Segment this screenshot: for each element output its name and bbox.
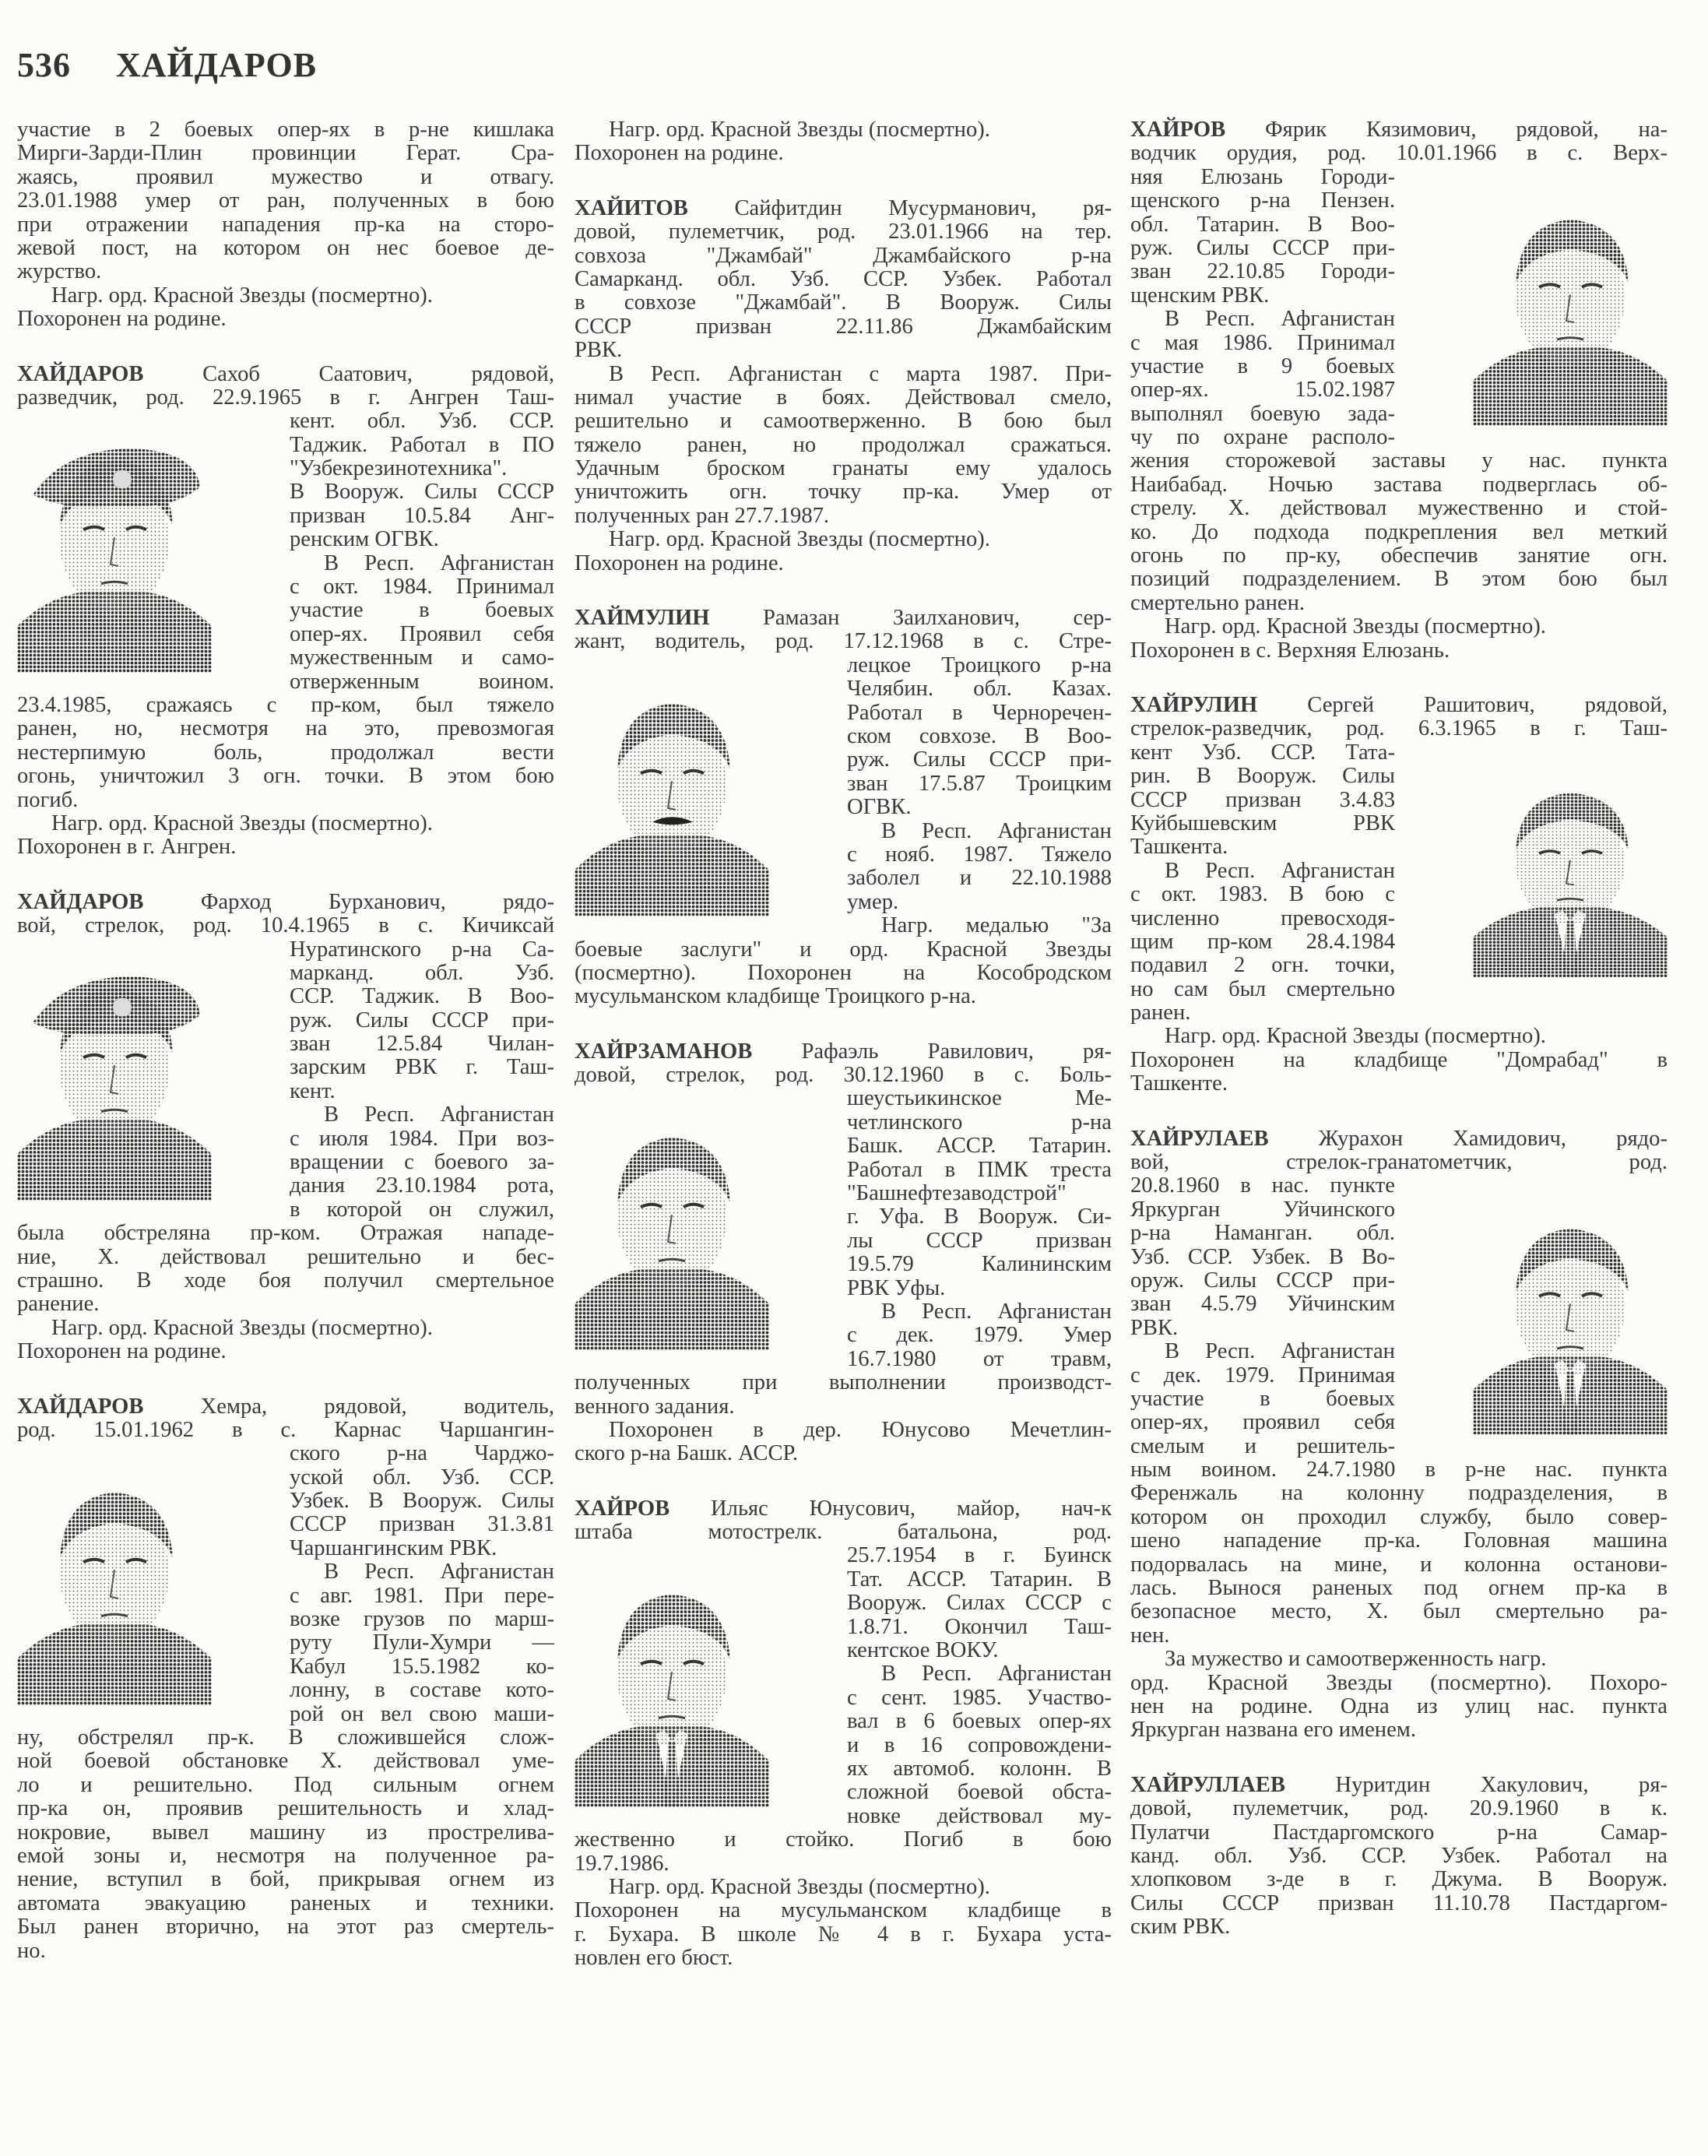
award-burial-line: Нагр. орд. Красной Звезды (посмертно). [609, 1874, 990, 1899]
text-line: шеустьикинское Ме- [847, 1086, 1112, 1111]
continued-entry [575, 118, 1112, 166]
text-line: ной боевой обстановке Х. действовал уме- [17, 1749, 554, 1774]
column-1 [17, 118, 554, 1994]
text-line: Силы СССР призван 11.10.78 Пастдаргом- [1130, 1890, 1668, 1915]
award-burial-line: Похоронен на родине. [575, 550, 784, 575]
award-burial-line: ского р-на Башк. АССР. [575, 1441, 799, 1466]
text-line: боевые заслуги" и орд. Красной Звезды [575, 937, 1112, 962]
text-line: пр-ка он, проявив решительность и хлад- [17, 1796, 554, 1821]
award-burial-line: Ташкенте. [1130, 1071, 1228, 1096]
text-line: зарским РВК г. Таш- [290, 1055, 554, 1080]
text-line: Нагр. орд. Красной Звезды (посмертно). [609, 118, 990, 142]
award-burial-line: Нагр. орд. Красной Звезды (посмертно). [51, 1315, 433, 1340]
award-burial-line: Нагр. орд. Красной Звезды (посмертно). [1165, 1024, 1546, 1049]
text-line: 23.01.1988 умер от ран, полученных в бою [17, 188, 554, 213]
text-line: жения сторожевой заставы у нас. пункта [1130, 448, 1668, 473]
text-line: огонь по пр-ку, обеспечив занятие огн. [1130, 543, 1668, 568]
text-line: Работал в ПМК треста [847, 1157, 1112, 1182]
text-line: 25.7.1954 в г. Буинск [847, 1543, 1112, 1568]
text-line: и в 16 сопровождени- [847, 1732, 1112, 1757]
text-line: с мая 1986. Принимал [1130, 330, 1395, 355]
text-line: 19.5.79 Калининским [847, 1252, 1112, 1277]
text-line: руж. Силы СССР при- [290, 1008, 554, 1032]
text-line: оруж. Силы СССР при- [1130, 1268, 1395, 1293]
text-line: Работал в Черноречен- [847, 700, 1112, 725]
text-line: новке действовал му- [847, 1803, 1112, 1828]
text-line: 16.7.1980 от травм, [847, 1346, 1112, 1371]
entry-heading-line [17, 1395, 554, 1419]
text-line: автомата эвакуацию раненых и техники. [17, 1890, 554, 1915]
column-3 [1130, 118, 1668, 1971]
text-line: призван 10.5.84 Анг- [290, 503, 554, 528]
text-beside-photo [290, 938, 554, 1222]
text-line: уничтожить огн. точку пр-ка. Умер от [575, 480, 1112, 505]
portrait-photo-cap [17, 441, 212, 673]
text-line: тяжело ранен, но продолжал сражаться. [575, 432, 1112, 457]
award-burial-line: новлен его бюст. [575, 1946, 733, 1971]
text-line: лецкое Троицкого р-на [847, 652, 1112, 677]
text-line: с сент. 1985. Участво- [847, 1685, 1112, 1710]
text-line: Похоронен на родине. [575, 141, 784, 166]
text-line: ОГВК. [847, 795, 912, 820]
entry-heading-line [575, 1497, 1112, 1521]
award-burial-line: Похоронен на мусульманском кладбище в [575, 1898, 1112, 1923]
text-line: щенским РВК. [1130, 283, 1270, 308]
entry-surname: ХАЙРЗАМАНОВ [575, 1039, 753, 1064]
portrait-photo-suit [1473, 776, 1668, 977]
text-line: зван 4.5.79 Уйчинским [1130, 1292, 1395, 1317]
text-line: позиций подразделением. В этом бою был [1130, 567, 1668, 592]
text-line: В Респ. Афганистан [881, 818, 1112, 843]
biography-entry [1130, 694, 1668, 1096]
text-line: обл. Татарин. В Воо- [1130, 212, 1395, 237]
text-line: кент Узб. ССР. Тата- [1130, 740, 1395, 765]
entry-heading-line [575, 1040, 1112, 1064]
portrait-photo-suit [575, 1575, 769, 1807]
text-line: Ференжаль на колонну подразделения, в [1130, 1481, 1668, 1506]
entry-surname: ХАЙРУЛЛАЕВ [1130, 1772, 1285, 1797]
text-line: с нояб. 1987. Тяжело [847, 842, 1112, 867]
text-line: Чаршангинским РВК. [290, 1535, 497, 1560]
entry-name-details: Сахоб Саатович, рядовой, [143, 361, 554, 386]
text-line: была обстреляна пр-ком. Отражая нападе- [17, 1221, 554, 1246]
text-line: Похоронен на родине. [17, 307, 227, 332]
text-line: в совхозе "Джамбай". В Вооруж. Силы [575, 290, 1112, 315]
entry-name-details: Фярик Кязимович, рядовой, на- [1225, 118, 1668, 142]
entry-heading-line [1130, 1127, 1668, 1151]
biography-entry [575, 1040, 1112, 1466]
entry-name-details: Сайфитдин Мусурманович, ря- [687, 195, 1112, 220]
text-line: ну, обстрелял пр-к. В сложившейся слож- [17, 1725, 554, 1750]
biography-entry [1130, 118, 1668, 663]
text-line: хлопковом з-де в г. Джума. В Вооруж. [1130, 1867, 1668, 1892]
text-line: решительно и самоотверженно. В бою был [575, 409, 1112, 434]
text-line: В Респ. Афганистан [324, 550, 554, 575]
text-beside-photo [1130, 1174, 1395, 1458]
biography-entry [17, 891, 554, 1364]
text-line: дания 23.10.1984 рота, [290, 1173, 554, 1198]
text-line: сложной боевой обста- [847, 1780, 1112, 1805]
text-line: руж. Силы СССР при- [1130, 235, 1395, 260]
award-burial-line: Похоронен на кладбище "Домрабад" в [1130, 1047, 1668, 1072]
text-line: "Узбекрезинотехника". [290, 456, 508, 481]
text-line: смелым и решитель- [1130, 1433, 1395, 1458]
text-line: кент. [290, 1078, 336, 1103]
text-line: стрелок-разведчик, род. 6.3.1965 в г. Таш- [1130, 716, 1668, 741]
text-line: В Респ. Афганистан [1165, 307, 1395, 332]
text-line: опер-ях. Проявил себя [290, 621, 554, 646]
text-line: ском совхозе. В Воо- [847, 723, 1112, 748]
entry-surname: ХАЙДАРОВ [17, 1394, 144, 1419]
text-line: участие в 9 боевых [1130, 353, 1395, 378]
text-line: с окт. 1984. Принимал [290, 575, 554, 600]
text-line: полученных ран 27.7.1987. [575, 503, 830, 528]
text-line: мужественным и само- [290, 645, 554, 670]
entry-heading-line [1130, 118, 1668, 142]
text-line: В Респ. Афганистан [881, 1299, 1112, 1324]
text-beside-photo [290, 1442, 554, 1726]
text-line: жант, водитель, род. 17.12.1968 в с. Стре- [575, 629, 1112, 654]
text-beside-photo [847, 1544, 1112, 1828]
text-line: ранен, но, несмотря на это, превозмогая [17, 716, 554, 741]
text-line: нестерпимую боль, продолжал вести [17, 740, 554, 765]
text-line: смертельно ранен. [1130, 590, 1306, 615]
entry-surname: ХАЙДАРОВ [17, 889, 144, 914]
text-line: вращении с боевого за- [290, 1150, 554, 1175]
text-line: возке грузов по марш- [290, 1607, 554, 1632]
text-beside-photo [847, 1087, 1112, 1371]
text-line: вой, стрелок-гранатометчик, род. [1130, 1150, 1668, 1175]
award-burial-line: Нагр. орд. Красной Звезды (посмертно). [609, 527, 990, 552]
entry-heading-line [1130, 694, 1668, 717]
text-line: ренским ОГВК. [290, 527, 439, 552]
text-line: штаба мотострелк. батальона, род. [575, 1520, 1112, 1545]
text-line: выполнял боевую зада- [1130, 401, 1395, 426]
text-line: няя Елюзань Городи- [1130, 164, 1395, 189]
text-line: нокровие, вывел машину из простреливa- [17, 1820, 554, 1845]
entry-name-details: Рафаэль Равилович, ря- [752, 1039, 1112, 1064]
text-line: Нуратинского р-на Са- [290, 937, 554, 962]
text-line: подорвалась на мине, и колонна останови- [1130, 1552, 1668, 1577]
award-burial-line: орд. Красной Звезды (посмертно). Похоро- [1130, 1670, 1668, 1695]
biography-entry [1130, 1127, 1668, 1743]
column-2 [575, 118, 1112, 2002]
biography-entry [17, 363, 554, 860]
text-line: заболел и 22.10.1988 [847, 866, 1112, 891]
text-line: Яркурган Уйчинского [1130, 1197, 1395, 1222]
text-line: Ташкента. [1130, 835, 1228, 860]
text-line: РВК. [1130, 1315, 1179, 1340]
text-line: вой, стрелок, род. 10.4.1965 в с. Кичиксай [17, 913, 554, 938]
text-line: г. Уфа. В Вооруж. Си- [847, 1205, 1112, 1229]
text-line: водчик орудия, род. 10.01.1966 в с. Верх- [1130, 141, 1668, 166]
text-line: разведчик, род. 22.9.1965 в г. Ангрен Таш- [17, 385, 554, 410]
portrait-photo [575, 1118, 769, 1350]
biography-entry [17, 1395, 554, 1963]
biography-entry [575, 1497, 1112, 1971]
text-line: с дек. 1979. Принимая [1130, 1363, 1395, 1388]
text-line: рин. В Вооруж. Силы [1130, 764, 1395, 789]
text-line: 1.8.71. Окончил Таш- [847, 1614, 1112, 1639]
text-line: В Респ. Афганистан [324, 1560, 554, 1584]
text-line: венного задания. [575, 1394, 735, 1419]
text-line: ранение. [17, 1292, 100, 1317]
text-line: зван 22.10.85 Городи- [1130, 259, 1395, 284]
award-burial-line: г. Бухара. В школе № 4 в г. Бухара уста- [575, 1922, 1112, 1947]
portrait-photo-mustache [575, 684, 769, 916]
text-line: довой, пулеметчик, род. 23.01.1966 на тер. [575, 220, 1112, 244]
text-line: котором он проходил службу, было совер- [1130, 1504, 1668, 1529]
text-beside-photo [290, 410, 554, 694]
text-line: 23.4.1985, сражаясь с пр-ком, был тяжело [17, 692, 554, 717]
text-line: Таджик. Работал в ПО [290, 432, 554, 457]
text-line: ко. До подхода подкрепления вел меткий [1130, 519, 1668, 544]
text-line: кентское ВОКУ. [847, 1638, 999, 1663]
text-line: ранен. [1130, 1001, 1191, 1025]
text-line: РВК Уфы. [847, 1275, 946, 1300]
entry-surname: ХАЙДАРОВ [17, 361, 144, 386]
entry-surname: ХАЙИТОВ [575, 195, 688, 220]
text-line: жественно и стойко. Погиб в бою [575, 1827, 1112, 1852]
text-beside-photo [847, 654, 1112, 938]
entry-name-details: Ильяс Юнусович, майор, нач-к [669, 1496, 1112, 1521]
entry-name-details: Хемра, рядовой, водитель, [143, 1394, 554, 1419]
text-line: чу по охране располо- [1130, 425, 1395, 450]
award-burial-line: Нагр. орд. Красной Звезды (посмертно). [51, 811, 433, 835]
text-line: Узбек. В Вооруж. Силы [290, 1489, 554, 1514]
text-line: но. [17, 1938, 46, 1963]
page-header [17, 45, 317, 85]
text-line: нимал участие в боях. Действовал смело, [575, 385, 1112, 410]
text-line: Удачным броском гранаты ему удалось [575, 456, 1112, 481]
award-burial-line: Нагр. орд. Красной Звезды (посмертно). [1165, 614, 1546, 639]
entry-name-details: Журахон Хамидович, рядо- [1268, 1126, 1668, 1151]
text-line: лась. Вынося раненых под огнем пр-ка в [1130, 1576, 1668, 1601]
text-line: в которой он служил, [290, 1197, 554, 1222]
running-title: ХАЙДАРОВ [116, 46, 318, 84]
page-number: 536 [17, 46, 71, 84]
award-burial-line: нен на родине. Одна из улиц нас. пункта [1130, 1694, 1668, 1718]
text-line: В Респ. Афганистан [324, 1103, 554, 1127]
text-line: (посмертно). Похоронен на Кособродском [575, 960, 1112, 985]
text-line: ях автомоб. колонн. В [847, 1757, 1112, 1781]
award-burial-line: Похоронен на родине. [17, 1339, 227, 1364]
portrait-photo [1473, 201, 1668, 426]
text-line: огонь, уничтожил 3 огн. точки. В этом бою [17, 764, 554, 789]
text-line: СССР призван 22.11.86 Джамбайским [575, 314, 1112, 339]
text-line: Наибабад. Ночью застава подверглась об- [1130, 472, 1668, 497]
text-line: подавил 2 огн. точки, [1130, 953, 1395, 978]
text-line: нен. [1130, 1623, 1170, 1648]
text-line: кент. обл. Узб. ССР. [290, 409, 554, 434]
text-line: РВК. [575, 338, 623, 363]
text-line: страшно. В ходе боя получил смертельное [17, 1268, 554, 1293]
text-line: щим пр-ком 28.4.1984 [1130, 929, 1395, 954]
entry-name-details: Сергей Рашитович, рядовой, [1257, 692, 1668, 717]
portrait-photo-suit [1473, 1210, 1668, 1435]
text-line: довой, пулеметчик, род. 20.9.1960 в к. [1130, 1796, 1668, 1821]
text-line: нение, вступил в бой, прикрывая огнем из [17, 1867, 554, 1892]
text-line: жевой пост, на котором он нес боевое де- [17, 235, 554, 260]
text-line: ским РВК. [1130, 1915, 1231, 1940]
text-line: с окт. 1983. В бою с [1130, 882, 1395, 907]
award-burial-line: За мужество и самоотверженность нагр. [1165, 1647, 1547, 1672]
entry-surname: ХАЙРУЛИН [1130, 692, 1258, 717]
text-line: опер-ях. 15.02.1987 [1130, 378, 1395, 403]
text-line: ССР. Таджик. В Воо- [290, 984, 554, 1009]
text-line: стрелу. Х. действовал мужественно и стой- [1130, 496, 1668, 521]
text-line: ным воином. 24.7.1980 в р-не нас. пункта [1130, 1458, 1668, 1482]
text-line: ского р-на Чарджо- [290, 1441, 554, 1466]
text-line: Челябин. обл. Казах. [847, 677, 1112, 702]
text-line: В Респ. Афганистан с марта 1987. При- [609, 361, 1112, 386]
text-line: зван 12.5.84 Чилан- [290, 1032, 554, 1057]
entry-name-details: Рамазан Заилханович, сер- [709, 606, 1112, 631]
entry-heading-line [575, 607, 1112, 630]
text-line: погиб. [17, 787, 79, 812]
text-line: В Респ. Афганистан [1165, 858, 1395, 883]
entry-name-details: Нуритдин Хакулович, ря- [1285, 1772, 1668, 1797]
text-line: лы СССР призван [847, 1228, 1112, 1253]
text-line: Был ранен вторично, на этот раз смертель- [17, 1915, 554, 1940]
text-line: Тат. АССР. Татарин. В [847, 1567, 1112, 1592]
text-line: Мирги-Зарди-Плин провинции Герат. Сра- [17, 141, 554, 166]
text-beside-photo [1130, 166, 1395, 450]
text-line: но сам был смертельно [1130, 976, 1395, 1001]
text-line: с июля 1984. При воз- [290, 1126, 554, 1151]
award-burial-line: Яркурган названа его именем. [1130, 1718, 1417, 1743]
text-line: жаясь, проявил мужество и отвагу. [17, 164, 554, 189]
text-line: Нагр. орд. Красной Звезды (посмертно). [51, 283, 433, 308]
text-line: ло и решительно. Под сильным огнем [17, 1772, 554, 1797]
text-line: В Респ. Афганистан [1165, 1339, 1395, 1364]
text-line: опер-ях, проявил себя [1130, 1410, 1395, 1435]
text-line: марканд. обл. Узб. [290, 960, 554, 985]
text-line: р-на Наманган. обл. [1130, 1221, 1395, 1246]
text-line: СССР призван 31.3.81 [290, 1512, 554, 1537]
entry-heading-line [575, 197, 1112, 220]
text-line: щенского р-на Пензен. [1130, 188, 1395, 213]
entry-surname: ХАЙРУЛАЕВ [1130, 1126, 1269, 1151]
text-line: вал в 6 боевых опер-ях [847, 1709, 1112, 1734]
text-line: руж. Силы СССР при- [847, 747, 1112, 772]
text-line: Самарканд. обл. Узб. ССР. Узбек. Работал [575, 266, 1112, 291]
entry-name-details: Фарход Бурханович, рядо- [143, 889, 554, 914]
text-line: лонну, в составе кото- [290, 1678, 554, 1703]
text-line: В Респ. Афганистан [881, 1662, 1112, 1686]
entry-heading-line [17, 363, 554, 386]
award-burial-line: Похоронен в дер. Юнусово Мечетлин- [609, 1417, 1112, 1442]
text-line: рой он вел свою маши- [290, 1701, 554, 1726]
award-burial-line: Похоронен в г. Ангрен. [17, 835, 237, 860]
text-line: Узб. ССР. Узбек. В Во- [1130, 1244, 1395, 1269]
text-line: четлинского р-на [847, 1110, 1112, 1134]
text-line: участие в боевых [290, 598, 554, 623]
entry-surname: ХАЙМУЛИН [575, 606, 710, 631]
text-line: умер. [847, 889, 899, 914]
text-line: довой, стрелок, род. 30.12.1960 в с. Боль- [575, 1063, 1112, 1088]
text-line: уской обл. Узб. ССР. [290, 1465, 554, 1490]
text-line: Кабул 15.5.1982 ко- [290, 1654, 554, 1679]
entry-heading-line [1130, 1774, 1668, 1797]
entry-surname: ХАЙРОВ [1130, 118, 1226, 142]
text-line: при отражении нападения пр-ка на сторо- [17, 212, 554, 237]
entry-heading-line [17, 891, 554, 914]
text-line: Куйбышевским РВК [1130, 811, 1395, 835]
text-line: полученных при выполнении производст- [575, 1370, 1112, 1395]
biography-entry [575, 607, 1112, 1009]
text-line: шено нападение пр-ка. Головная машина [1130, 1528, 1668, 1553]
text-line: численно превосходя- [1130, 906, 1395, 930]
biography-entry [575, 197, 1112, 575]
text-line: зван 17.5.87 Троицким [847, 771, 1112, 796]
text-line: СССР призван 3.4.83 [1130, 787, 1395, 812]
text-line: совхоза "Джамбай" Джамбайского р-на [575, 243, 1112, 268]
text-line: 20.8.1960 в нас. пункте [1130, 1173, 1395, 1198]
text-line: участие в боевых [1130, 1386, 1395, 1411]
text-line: Пулатчи Пастдаргомского р-на Самар- [1130, 1820, 1668, 1845]
text-line: участие в 2 боевых опер-ях в р-не кишлака [17, 118, 554, 142]
text-line: емой зоны и, несмотря на полученное ра- [17, 1843, 554, 1868]
text-line: руту Пули-Хумри — [290, 1630, 554, 1655]
text-line: Нагр. медалью "За [881, 913, 1112, 938]
award-burial-line: Похоронен в с. Верхняя Елюзань. [1130, 638, 1450, 663]
text-line: журство. [17, 259, 102, 284]
portrait-photo-cap [17, 969, 212, 1201]
text-line: "Башнефтезаводстрой" [847, 1181, 1067, 1206]
biography-entry [1130, 1774, 1668, 1940]
text-line: ние, Х. действовал решительно и бес- [17, 1244, 554, 1269]
entry-surname: ХАЙРОВ [575, 1496, 670, 1521]
text-line: род. 15.01.1962 в с. Карнас Чаршангин- [17, 1417, 554, 1442]
continued-entry [17, 118, 554, 332]
text-line: безопасное место, Х. был смертельно ра- [1130, 1599, 1668, 1624]
text-line: отверженным воином. [290, 669, 554, 694]
text-line: мусульманском кладбище Троицкого р-на. [575, 984, 976, 1009]
portrait-photo [17, 1473, 212, 1705]
text-line: В Вооруж. Силы СССР [290, 480, 554, 505]
text-line: с авг. 1981. При пере- [290, 1583, 554, 1608]
text-line: канд. обл. Узб. ССР. Узбек. Работал на [1130, 1843, 1668, 1868]
text-line: с дек. 1979. Умер [847, 1323, 1112, 1348]
text-beside-photo [1130, 741, 1395, 1001]
text-line: Башк. АССР. Татарин. [847, 1134, 1112, 1159]
text-line: 19.7.1986. [575, 1851, 669, 1876]
text-line: Вооруж. Силах СССР с [847, 1591, 1112, 1616]
